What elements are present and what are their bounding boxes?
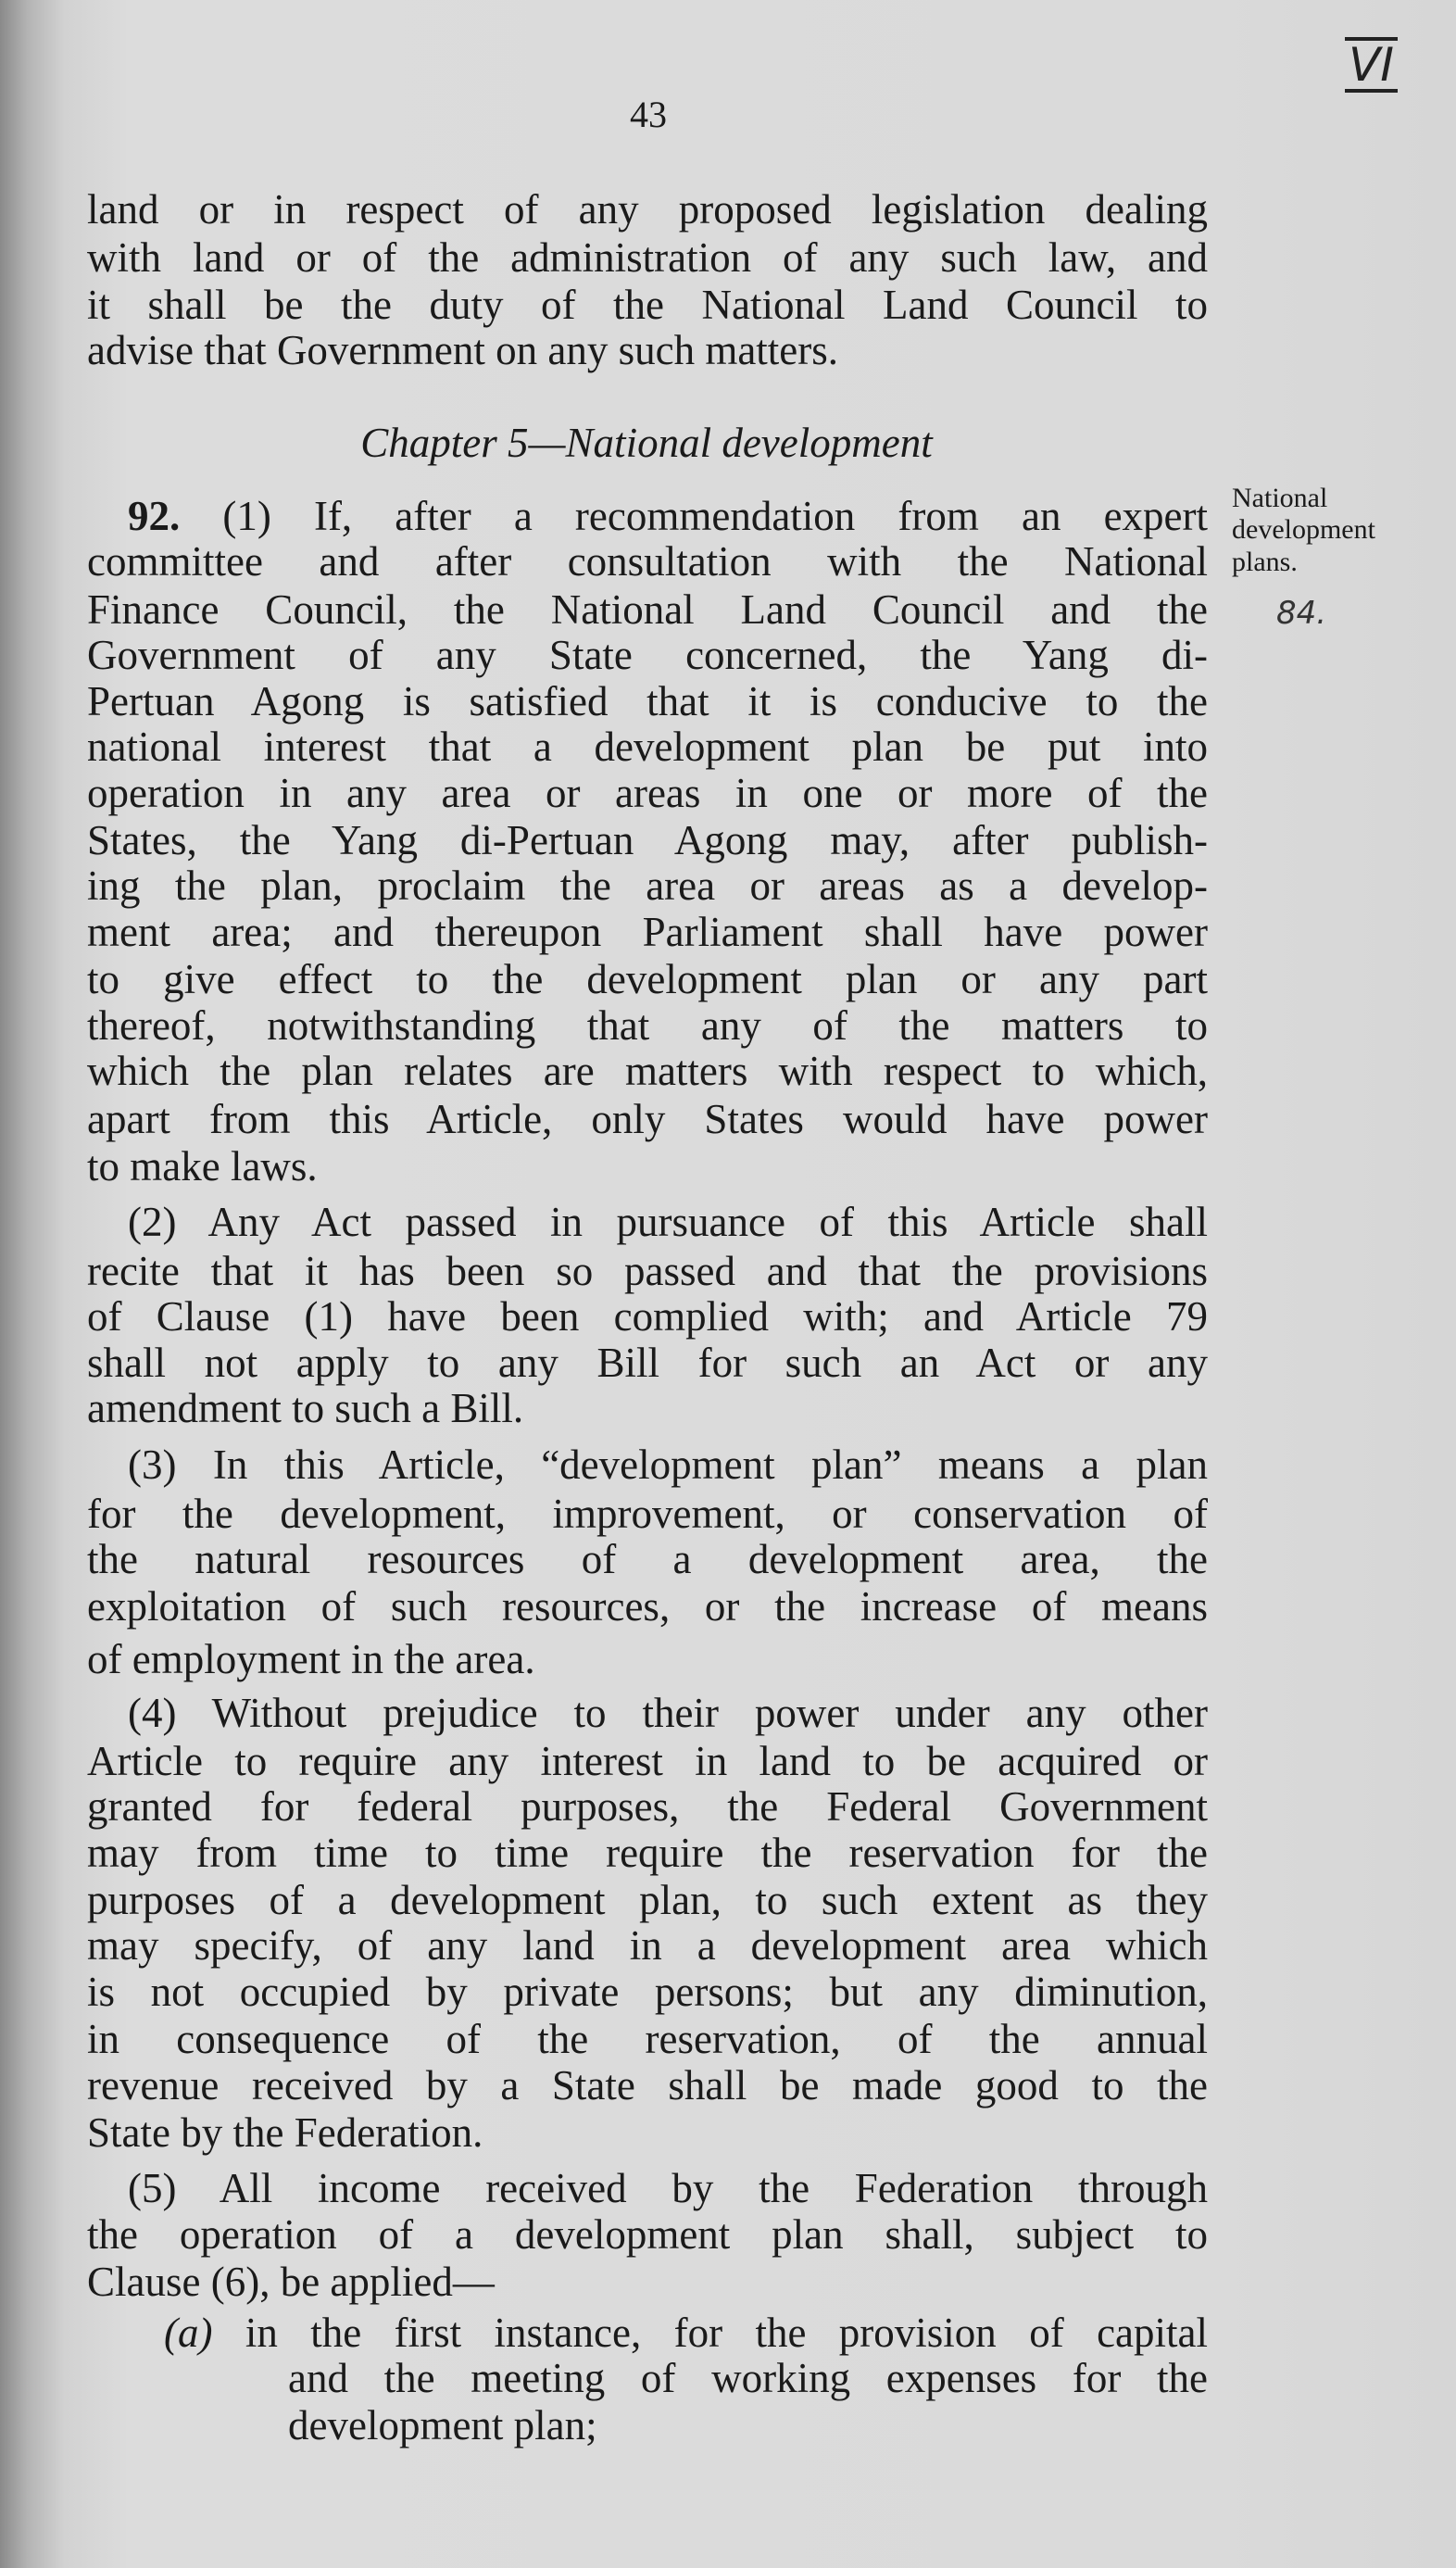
- text-line: is not occupied by private persons; but any diminution,: [87, 1969, 1208, 2015]
- text-line: apart from this Article, only States would have power: [87, 1096, 1208, 1142]
- text-line: thereof, notwithstanding that any of the matters to: [87, 1002, 1208, 1049]
- text-line: in consequence of the reservation, of the annual: [87, 2016, 1208, 2062]
- text-line: States, the Yang di-Pertuan Agong may, after publish-: [87, 817, 1208, 863]
- item-label: (a): [164, 2310, 213, 2356]
- text-line: Article to require any interest in land to be acquired or: [87, 1738, 1208, 1784]
- text-line: development plan;: [288, 2402, 597, 2448]
- handwritten-reference: 84.: [1276, 595, 1327, 632]
- text-line: Clause (6), be applied—: [87, 2259, 495, 2305]
- text-line: Finance Council, the National Land Council and the: [87, 586, 1208, 633]
- handwritten-mark: VI: [1345, 37, 1398, 93]
- text-line: national interest that a development plan be put into: [87, 724, 1208, 770]
- text-line: committee and after consultation with the National: [87, 538, 1208, 585]
- text-line: to make laws.: [87, 1143, 318, 1190]
- text-line: (4) Without prejudice to their power under any other: [128, 1690, 1208, 1736]
- text-line: with land or of the administration of any such law, and: [87, 234, 1208, 281]
- chapter-heading: Chapter 5—National development: [360, 420, 933, 466]
- text-line: which the plan relates are matters with respect to which,: [87, 1048, 1208, 1094]
- text-line: Government of any State concerned, the Yang di-: [87, 632, 1208, 678]
- page-number: 43: [630, 94, 667, 135]
- text-line: [164, 2309, 1208, 2357]
- text-line: purposes of a development plan, to such extent as they: [87, 1877, 1208, 1923]
- text-line: to give effect to the development plan or any part: [87, 956, 1208, 1002]
- text-line: amendment to such a Bill.: [87, 1385, 524, 1431]
- text-line: the natural resources of a development area, the: [87, 1536, 1208, 1582]
- text-line: recite that it has been so passed and that the provisions: [87, 1248, 1208, 1294]
- text-line: ing the plan, proclaim the area or areas as a develop-: [87, 862, 1208, 909]
- text-line: of Clause (1) have been complied with; and Article 79: [87, 1293, 1208, 1340]
- text-line: operation in any area or areas in one or more of the: [87, 770, 1208, 816]
- text-line: (5) All income received by the Federation through: [128, 2165, 1208, 2211]
- text-line: for the development, improvement, or conservation of: [87, 1491, 1208, 1537]
- text-line: ment area; and thereupon Parliament shall have power: [87, 909, 1208, 955]
- text-line: and the meeting of working expenses for the: [288, 2355, 1208, 2401]
- text-line: revenue received by a State shall be made good to the: [87, 2062, 1208, 2109]
- text-line: land or in respect of any proposed legislation dealing: [87, 186, 1208, 233]
- margin-note-line: plans.: [1232, 547, 1298, 577]
- article-number: 92.: [128, 493, 181, 539]
- line-text: (1) If, after a recommendation from an expert: [222, 493, 1209, 539]
- text-line: it shall be the duty of the National Land Council to: [87, 282, 1208, 328]
- text-line: may from time to time require the reservation for the: [87, 1830, 1208, 1876]
- text-line: granted for federal purposes, the Federal Government: [87, 1783, 1208, 1830]
- text-line: (2) Any Act passed in pursuance of this Article shall: [128, 1199, 1208, 1245]
- text-line: [128, 492, 1208, 540]
- text-line: (3) In this Article, “development plan” means a plan: [128, 1441, 1208, 1488]
- text-line: State by the Federation.: [87, 2109, 483, 2156]
- text-line: exploitation of such resources, or the increase of means: [87, 1583, 1208, 1630]
- text-line: may specify, of any land in a development area which: [87, 1922, 1208, 1969]
- text-line: advise that Government on any such matters.: [87, 327, 839, 373]
- text-line: the operation of a development plan shall, subject to: [87, 2211, 1208, 2258]
- margin-note-line: development: [1232, 514, 1375, 545]
- text-line: of employment in the area.: [87, 1636, 535, 1682]
- line-text: in the first instance, for the provision of capital: [245, 2310, 1208, 2356]
- margin-note-line: National: [1232, 483, 1328, 513]
- text-line: shall not apply to any Bill for such an Act or any: [87, 1340, 1208, 1386]
- text-line: Pertuan Agong is satisfied that it is conducive to the: [87, 678, 1208, 724]
